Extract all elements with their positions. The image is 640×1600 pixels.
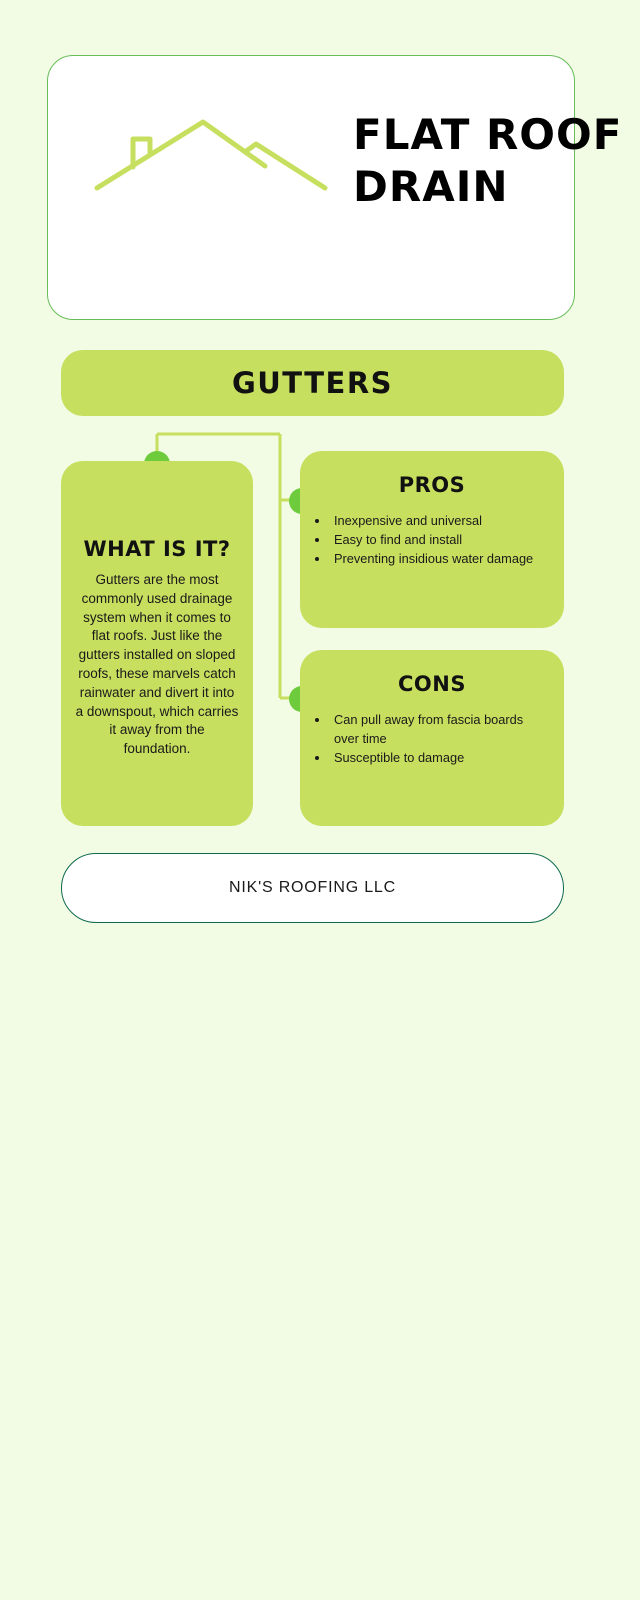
list-item: • Susceptible to damage [330, 748, 546, 767]
list-item: • Easy to find and install [330, 530, 546, 549]
section-banner-gutters [61, 350, 564, 416]
house-roof-outline-icon [93, 116, 343, 206]
card-cons [300, 650, 564, 826]
card-cons-title: CONS [398, 672, 466, 696]
list-item: • Preventing insidious water damage [330, 549, 546, 568]
cons-list [330, 710, 546, 767]
company-name: NIK'S ROOFING LLC [229, 879, 396, 896]
header-card [47, 55, 623, 320]
list-item: • Inexpensive and universal [330, 511, 546, 530]
list-item: • Can pull away from fascia boards over time [330, 710, 546, 748]
pros-list [330, 511, 546, 568]
banner-label: GUTTERS [231, 366, 394, 400]
card-pros-title: PROS [398, 473, 466, 497]
card-what-body: Gutters are the most commonly used drainage system when it comes to flat roofs. Just like the gutters installed on sloped roofs, these marvels catch rainwater and divert it into a downspout, which carries it away from the foundation. [75, 572, 239, 757]
card-pros [300, 451, 564, 628]
page-title: FLAT ROOF DRAIN [353, 110, 623, 211]
card-what-title: WHAT IS IT? [83, 537, 231, 561]
footer-company-card [61, 853, 564, 923]
card-what-is-it [61, 461, 253, 826]
